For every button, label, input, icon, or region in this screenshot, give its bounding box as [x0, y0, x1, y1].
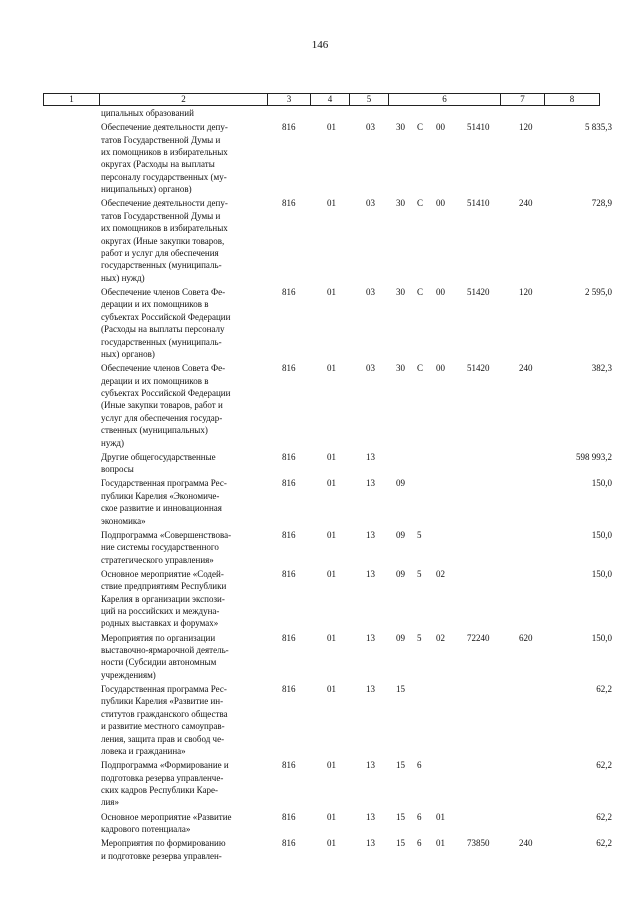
cell-column-5: 03 [366, 198, 375, 209]
row-description-line: ское развитие и инновационная [101, 503, 222, 514]
cell-column-4: 01 [327, 198, 336, 209]
row-description-line: Подпрограмма «Формирование и [101, 760, 229, 771]
cell-column-7: 240 [519, 198, 533, 209]
cell-activity-code: 01 [436, 811, 445, 822]
row-description-line: округах (Иные закупки товаров, [101, 235, 225, 246]
cell-column-4: 01 [327, 478, 336, 489]
cell-column-5: 13 [366, 811, 375, 822]
column-header-4: 4 [311, 94, 350, 105]
row-description-line: Подпрограмма «Совершенствова- [101, 529, 232, 540]
row-description-line: ных) нужд) [101, 272, 145, 283]
row-description [101, 362, 267, 449]
cell-activity-code: 02 [436, 632, 445, 643]
cell-column-7: 240 [519, 363, 533, 374]
row-description-line: округах (Расходы на выплаты [101, 159, 215, 170]
column-header-8: 8 [569, 94, 575, 104]
row-description [101, 837, 267, 862]
cell-column-3: 816 [282, 684, 296, 694]
row-description-line: Основное мероприятие «Содей- [101, 568, 224, 579]
cell-program-code: 30 [396, 198, 405, 209]
cell-column-3: 816 [282, 568, 296, 579]
cell-activity-code: 00 [436, 122, 445, 133]
row-description-line: публики Карелия «Развитие ин- [101, 696, 224, 707]
cell-amount: 150,0 [591, 568, 612, 579]
cell-subprogram-code: С [417, 122, 424, 133]
row-description-line: Обеспечение деятельности депу- [101, 198, 228, 209]
cell-program-code: 15 [396, 760, 405, 771]
row-description [101, 811, 267, 836]
cell-column-4: 01 [327, 451, 336, 462]
row-description-line: ления, защита прав и свобод че- [101, 733, 225, 744]
row-description-line: государственных (муниципаль- [101, 336, 222, 347]
cell-column-5: 13 [366, 632, 375, 643]
row-description-line: дерации и их помощников в [101, 375, 209, 386]
row-description-line: Обеспечение членов Совета Фе- [101, 287, 226, 297]
row-description-line: выставочно-ярмарочной деятель- [101, 645, 229, 655]
row-description-line: родных выставках и форумах» [101, 618, 219, 629]
row-description-line: Обеспечение членов Совета Фе- [101, 363, 226, 374]
row-description-line: персоналу государственных (му- [101, 171, 227, 182]
row-description-line: государственных (муниципаль- [101, 260, 222, 271]
cell-column-4: 01 [327, 684, 336, 694]
cell-subprogram-code: 5 [417, 632, 422, 643]
cell-activity-code: 00 [436, 363, 445, 374]
cell-subprogram-code: 6 [417, 811, 422, 822]
cell-column-4: 01 [327, 287, 336, 297]
row-description-line: их помощников в избирательных [101, 147, 228, 157]
row-description-line: субъектах Российской Федерации [101, 311, 231, 322]
cell-amount: 598 993,2 [576, 451, 612, 462]
cell-direction-code: 51410 [467, 198, 490, 209]
cell-column-4: 01 [327, 363, 336, 374]
cell-column-5: 13 [366, 684, 375, 694]
cell-program-code: 15 [396, 684, 405, 694]
cell-subprogram-code: С [417, 287, 424, 297]
row-description-line: татов Государственной Думы и [101, 210, 221, 221]
cell-column-4: 01 [327, 122, 336, 133]
cell-program-code: 15 [396, 838, 405, 849]
cell-column-3: 816 [282, 478, 296, 489]
cell-program-code: 09 [396, 478, 405, 489]
cell-program-code: 09 [396, 529, 405, 540]
row-description-line: татов Государственной Думы и [101, 134, 221, 145]
cell-column-5: 13 [366, 568, 375, 579]
row-description-line: и развитие местного самоуправ- [101, 721, 225, 732]
cell-amount: 62,2 [596, 684, 612, 694]
cell-subprogram-code: С [417, 198, 424, 209]
row-description-line: стратегического управления» [101, 554, 214, 565]
column-header-6: 6 [389, 94, 501, 105]
row-description-line: Государственная программа Рес- [101, 478, 227, 489]
row-description [101, 121, 267, 195]
row-description [101, 197, 267, 284]
cell-subprogram-code: 5 [417, 568, 422, 579]
cell-program-code: 15 [396, 811, 405, 822]
cell-column-5: 13 [366, 760, 375, 771]
table-header [43, 93, 600, 106]
row-description-line: ственных (муниципальных) [101, 425, 208, 436]
row-description [101, 107, 267, 119]
cell-column-3: 816 [282, 760, 296, 771]
row-description [101, 632, 267, 682]
row-description-line: кадрового потенциала» [101, 824, 191, 834]
column-header-7: 7 [501, 94, 545, 105]
row-description [101, 451, 267, 476]
cell-column-4: 01 [327, 632, 336, 643]
row-description-line: ние системы государственного [101, 542, 219, 553]
row-description-line: ловека и гражданина» [101, 746, 186, 757]
row-description-line: дерации и их помощников в [101, 299, 209, 310]
cell-column-7: 620 [519, 632, 533, 643]
cell-column-4: 01 [327, 838, 336, 849]
row-description-line: лия» [101, 797, 119, 808]
row-description-line: подготовка резерва управленче- [101, 772, 224, 783]
cell-program-code: 30 [396, 287, 405, 297]
cell-column-3: 816 [282, 529, 296, 540]
row-description-line: Основное мероприятие «Развитие [101, 811, 232, 822]
cell-amount: 728,9 [591, 198, 612, 209]
cell-column-5: 13 [366, 478, 375, 489]
row-description [101, 529, 267, 566]
row-description-line: Мероприятия по организации [101, 632, 216, 643]
row-description [101, 286, 267, 360]
cell-amount: 150,0 [591, 632, 612, 643]
cell-amount: 382,3 [591, 363, 612, 374]
row-description-line: ских кадров Республики Каре- [101, 785, 219, 795]
row-description-line: их помощников в избирательных [101, 223, 228, 234]
row-description-line: ститутов гражданского общества [101, 708, 228, 719]
row-description-line: ципальных образований [101, 108, 194, 118]
cell-column-4: 01 [327, 811, 336, 822]
cell-column-3: 816 [282, 838, 296, 849]
column-header-3: 3 [268, 94, 311, 105]
cell-amount: 62,2 [596, 838, 612, 849]
cell-subprogram-code: С [417, 363, 424, 374]
cell-column-4: 01 [327, 529, 336, 540]
cell-column-3: 816 [282, 811, 296, 822]
row-description-line: и подготовке резерва управлен- [101, 850, 222, 861]
row-description-line: ности (Субсидии автономным [101, 657, 217, 668]
row-description-line: субъектах Российской Федерации [101, 388, 231, 398]
row-description-line: нужд) [101, 437, 124, 448]
cell-column-3: 816 [282, 122, 296, 133]
cell-amount: 5 835,3 [585, 122, 612, 133]
cell-column-5: 13 [366, 529, 375, 540]
cell-column-3: 816 [282, 363, 296, 374]
cell-subprogram-code: 6 [417, 838, 422, 849]
cell-column-5: 03 [366, 287, 375, 297]
row-description-line: Карелия в организации экспози- [101, 593, 225, 604]
cell-subprogram-code: 5 [417, 529, 422, 540]
row-description-line: учреждениям) [101, 669, 156, 680]
cell-column-4: 01 [327, 568, 336, 579]
cell-column-5: 03 [366, 363, 375, 374]
row-description [101, 683, 267, 757]
cell-direction-code: 51420 [467, 363, 490, 374]
cell-column-5: 13 [366, 838, 375, 849]
cell-direction-code: 73850 [467, 838, 490, 849]
row-description-line: ниципальных) органов) [101, 184, 192, 195]
cell-program-code: 30 [396, 122, 405, 133]
cell-program-code: 09 [396, 632, 405, 643]
cell-column-3: 816 [282, 451, 296, 462]
cell-subprogram-code: 6 [417, 760, 422, 771]
row-description-line: услуг для обеспечения государ- [101, 412, 223, 423]
cell-column-5: 03 [366, 122, 375, 133]
page-number: 146 [311, 39, 329, 51]
cell-direction-code: 51420 [467, 287, 490, 297]
column-header-1: 1 [44, 94, 100, 105]
column-header-2: 2 [100, 94, 268, 105]
row-description-line: Государственная программа Рес- [101, 684, 227, 694]
row-description-line: ствие предприятиям Республики [101, 581, 227, 592]
column-header-5: 5 [350, 94, 389, 105]
row-description-line: Обеспечение деятельности депу- [101, 122, 228, 133]
cell-column-7: 120 [519, 122, 533, 133]
row-description [101, 568, 267, 630]
cell-amount: 150,0 [591, 529, 612, 540]
cell-amount: 150,0 [591, 478, 612, 489]
cell-activity-code: 00 [436, 198, 445, 209]
cell-amount: 62,2 [596, 811, 612, 822]
cell-column-7: 120 [519, 287, 533, 297]
cell-column-5: 13 [366, 451, 375, 462]
row-description-line: ций на российских и междуна- [101, 606, 220, 617]
row-description-line: экономика» [101, 515, 146, 526]
cell-activity-code: 02 [436, 568, 445, 579]
row-description-line: (Иные закупки товаров, работ и [101, 400, 223, 411]
cell-column-4: 01 [327, 760, 336, 771]
row-description-line: ных) органов) [101, 349, 155, 360]
row-description-line: публики Карелия «Экономиче- [101, 490, 220, 501]
cell-column-7: 240 [519, 838, 533, 849]
row-description-line: работ и услуг для обеспечения [101, 248, 219, 259]
cell-program-code: 09 [396, 568, 405, 579]
cell-column-3: 816 [282, 198, 296, 209]
cell-direction-code: 72240 [467, 632, 490, 643]
row-description-line: Мероприятия по формированию [101, 838, 226, 849]
row-description [101, 759, 267, 809]
cell-amount: 62,2 [596, 760, 612, 771]
cell-activity-code: 00 [436, 287, 445, 297]
cell-column-3: 816 [282, 632, 296, 643]
row-description-line: Другие общегосударственные [101, 451, 216, 462]
cell-column-3: 816 [282, 287, 296, 297]
cell-program-code: 30 [396, 363, 405, 374]
cell-direction-code: 51410 [467, 122, 490, 133]
cell-activity-code: 01 [436, 838, 445, 849]
row-description-line: (Расходы на выплаты персоналу [101, 324, 225, 335]
cell-amount: 2 595,0 [585, 287, 612, 297]
row-description-line: вопросы [101, 464, 134, 475]
row-description [101, 477, 267, 527]
